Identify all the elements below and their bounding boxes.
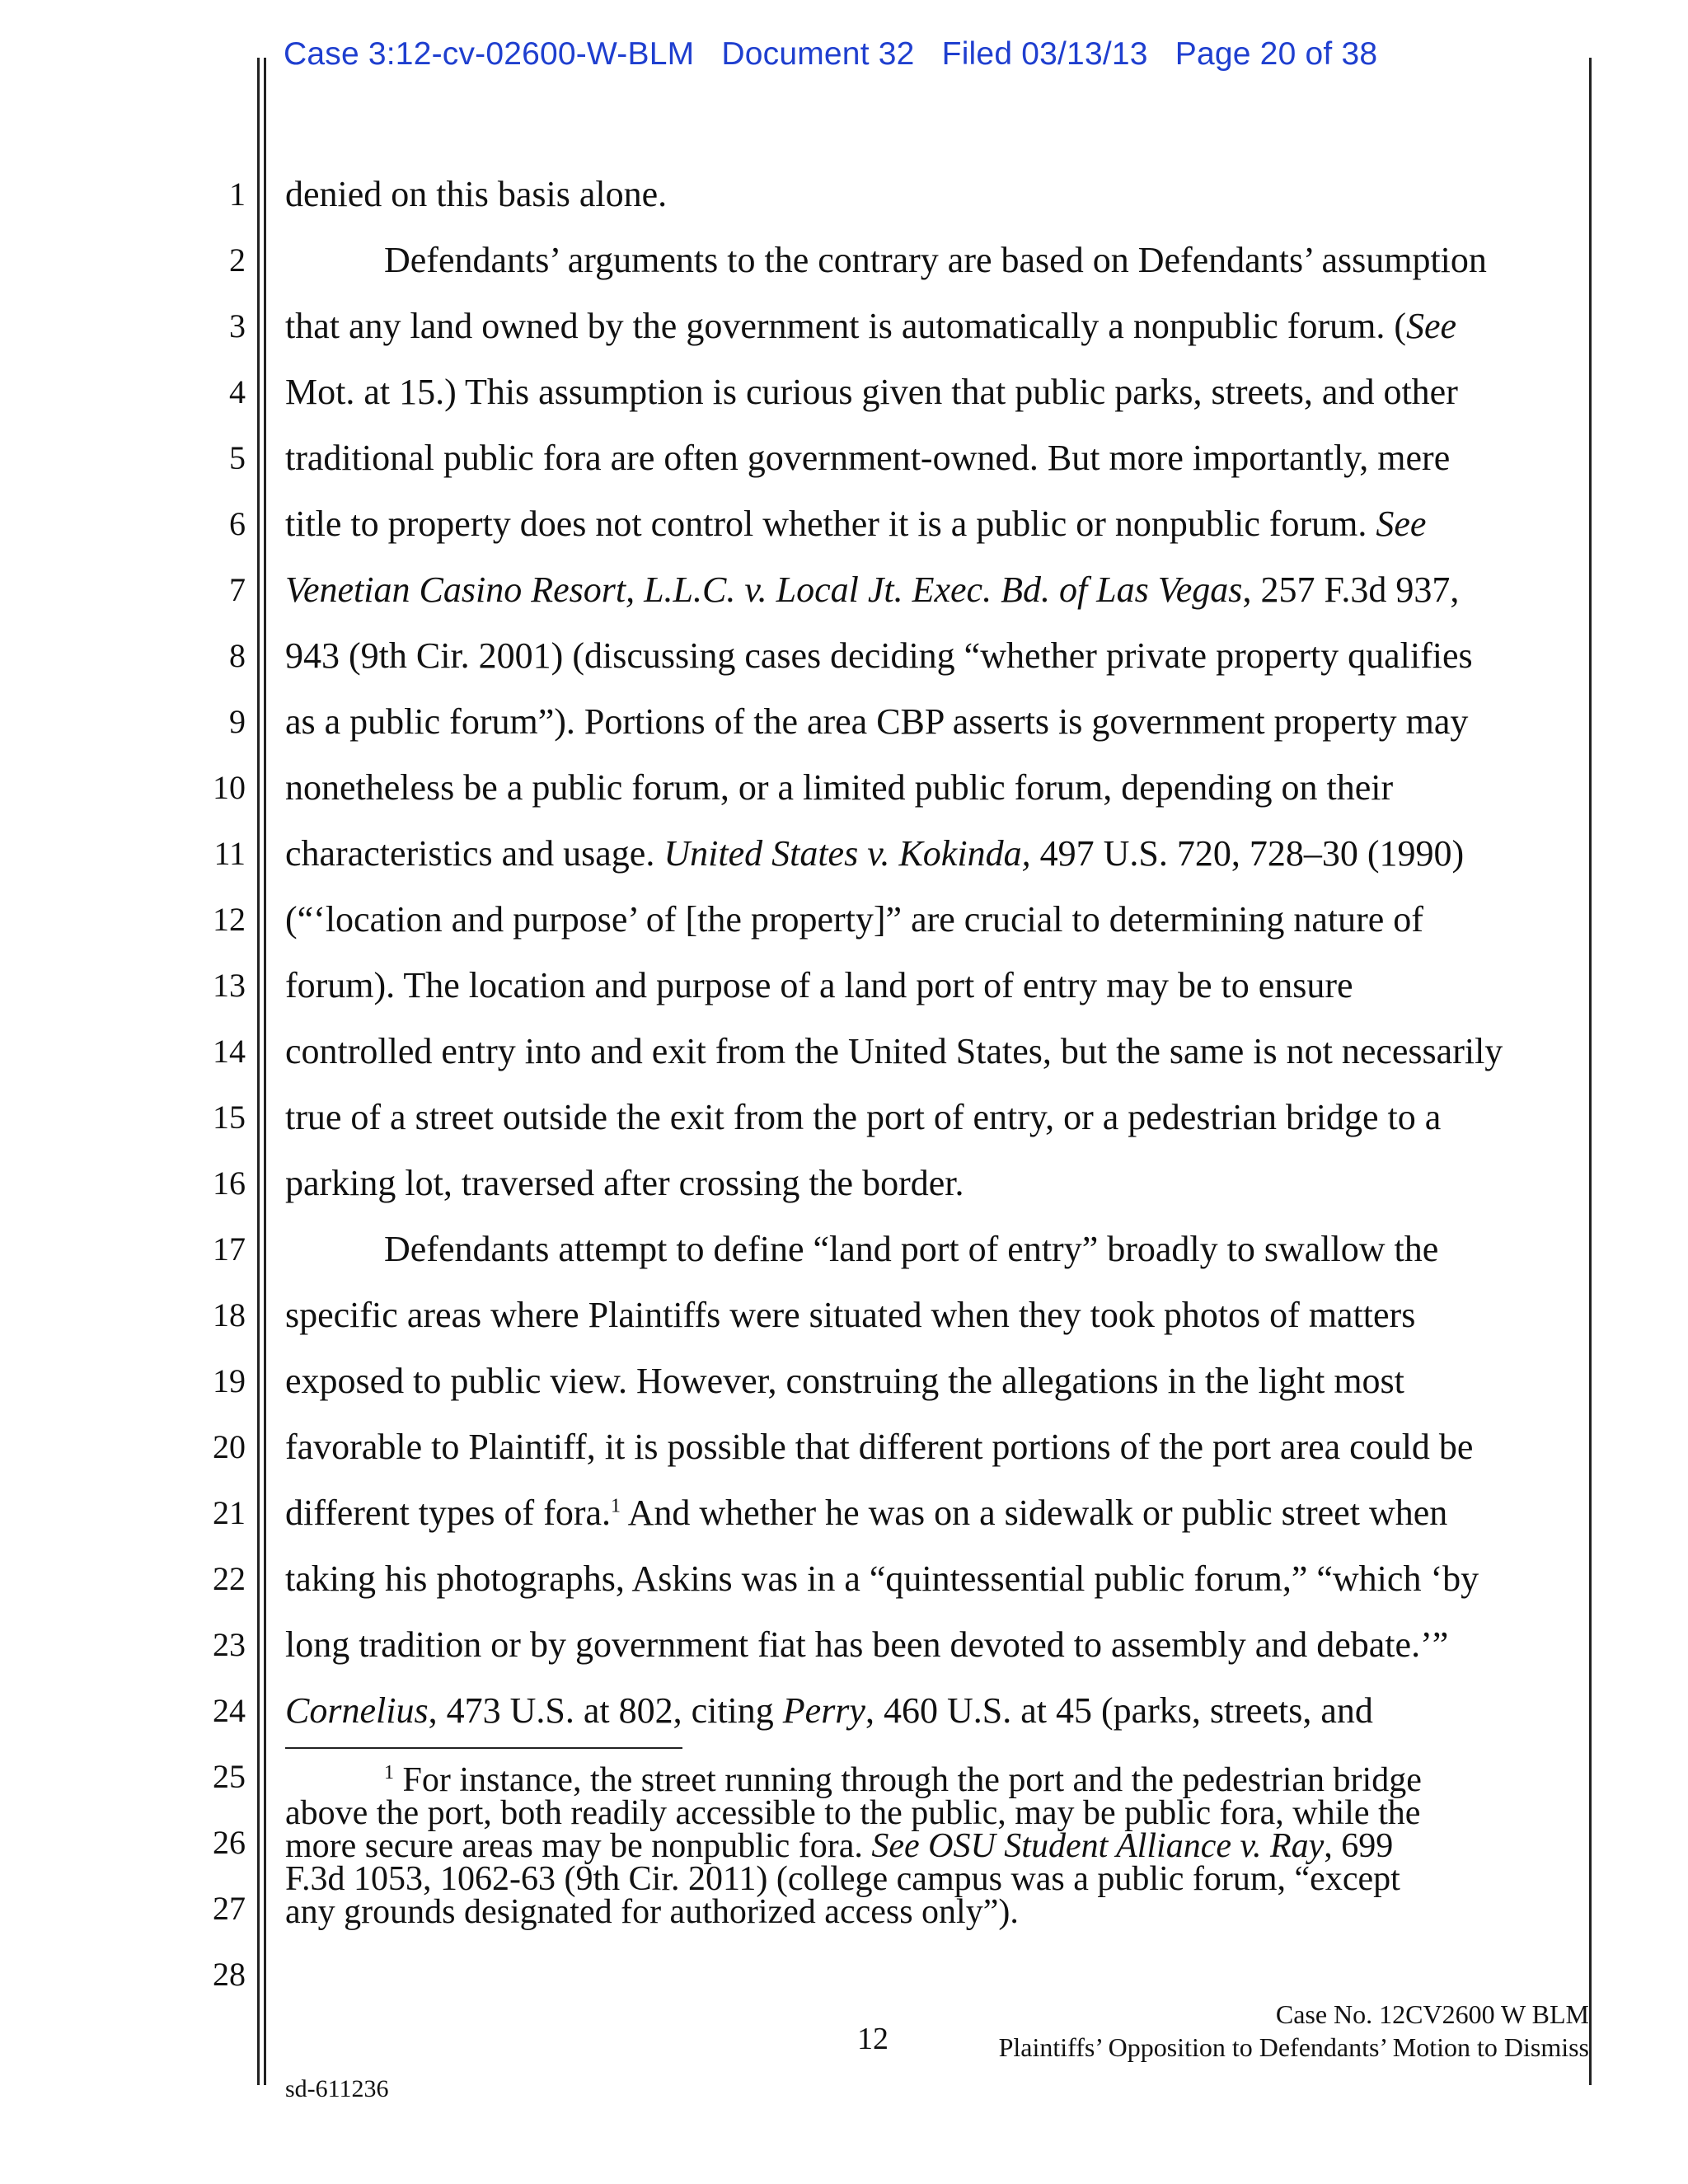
line-number: 15 (213, 1099, 246, 1136)
body-line: parking lot, traversed after crossing the border. (285, 1163, 964, 1203)
line-number: 28 (213, 1956, 246, 1993)
line-number: 24 (213, 1692, 246, 1729)
header-document: Document 32 (721, 36, 915, 72)
line-number: 21 (213, 1494, 246, 1531)
header-case: Case 3:12-cv-02600-W-BLM (284, 36, 695, 72)
left-margin-rule-outer (257, 58, 260, 2085)
footnote-line: $^1$ For instance, the street running through the port and the pedestrian bridge (384, 1761, 1422, 1799)
line-number: 9 (229, 703, 246, 740)
line-number: 7 (229, 571, 246, 608)
body-line: different types of fora.$^1$ And whether he was on a sidewalk or public street when (285, 1493, 1448, 1533)
body-line: denied on this basis alone. (285, 174, 668, 214)
body-line: as a public forum”). Portions of the area CBP asserts is government property may (285, 701, 1469, 742)
header-filed: Filed 03/13/13 (941, 36, 1148, 72)
footnote-number: 1 (384, 1762, 394, 1783)
line-number: 22 (213, 1560, 246, 1597)
body-line: characteristics and usage. United States v. Kokinda, 497 U.S. 720, 728–30 (1990) (285, 833, 1465, 874)
line-number: 18 (213, 1296, 246, 1333)
body-line: that any land owned by the government is automatically a nonpublic forum. (See (285, 306, 1457, 346)
line-number: 20 (213, 1428, 246, 1465)
line-number: 10 (213, 769, 246, 806)
footer-case-number: Case No. 12CV2600 W BLM (1275, 1999, 1589, 2029)
body-line: long tradition or by government fiat has been devoted to assembly and debate.’” (285, 1624, 1449, 1665)
header-page: Page 20 of 38 (1175, 36, 1378, 72)
footnote-line: above the port, both readily accessible to the public, may be public fora, while the (285, 1794, 1421, 1832)
body-line: (“‘location and purpose’ of [the property]” are crucial to determining nature of (285, 899, 1423, 940)
line-number: 4 (229, 373, 246, 410)
footnote-line: any grounds designated for authorized access only”). (285, 1893, 1019, 1931)
body-line: favorable to Plaintiff, it is possible that different portions of the port area could be (285, 1427, 1474, 1467)
body-line: Cornelius, 473 U.S. at 802, citing Perry, 460 U.S. at 45 (parks, streets, and (285, 1690, 1373, 1731)
footnote-line: more secure areas may be nonpublic fora. See OSU Student Alliance v. Ray, 699 (285, 1827, 1394, 1865)
body-line: true of a street outside the exit from the port of entry, or a pedestrian bridge to a (285, 1097, 1442, 1137)
body-line: specific areas where Plaintiffs were situated when they took photos of matters (285, 1295, 1416, 1335)
line-number: 16 (213, 1165, 246, 1202)
line-number: 8 (229, 637, 246, 674)
body-line: Mot. at 15.) This assumption is curious given that public parks, streets, and other (285, 372, 1458, 412)
body-line: forum). The location and purpose of a land port of entry may be to ensure (285, 965, 1353, 1005)
body-line: controlled entry into and exit from the United States, but the same is not necessarily (285, 1031, 1503, 1071)
footnote-line: F.3d 1053, 1062-63 (9th Cir. 2011) (college campus was a public forum, “except (285, 1860, 1400, 1898)
left-margin-rule-inner (264, 58, 266, 2085)
body-line: Venetian Casino Resort, L.L.C. v. Local Jt. Exec. Bd. of Las Vegas, 257 F.3d 937, (285, 569, 1460, 610)
line-number: 5 (229, 439, 246, 476)
line-number: 23 (213, 1626, 246, 1663)
line-number: 2 (229, 241, 246, 279)
line-number: 14 (213, 1033, 246, 1070)
line-number: 17 (213, 1230, 246, 1268)
body-line: title to property does not control whether it is a public or nonpublic forum. See (285, 504, 1427, 544)
line-number: 3 (229, 307, 246, 344)
line-number: 6 (229, 505, 246, 542)
footer-doc-id: sd-611236 (285, 2075, 389, 2102)
body-line: traditional public fora are often government-owned. But more importantly, mere (285, 438, 1451, 478)
footnote-ref: 1 (611, 1495, 621, 1517)
body-line: 943 (9th Cir. 2001) (discussing cases deciding “whether private property qualifies (285, 635, 1473, 676)
line-number: 12 (213, 901, 246, 938)
body-line: nonetheless be a public forum, or a limited public forum, depending on their (285, 767, 1394, 808)
line-number: 13 (213, 967, 246, 1004)
line-number: 1 (229, 176, 246, 213)
line-number: 25 (213, 1758, 246, 1795)
line-number: 11 (213, 835, 246, 872)
body-line: taking his photographs, Askins was in a “quintessential public forum,” “which ‘by (285, 1558, 1479, 1599)
page-number: 12 (857, 2022, 889, 2056)
footer-document-title: Plaintiffs’ Opposition to Defendants’ Motion to Dismiss (998, 2032, 1589, 2062)
line-number: 27 (213, 1890, 246, 1927)
body-line: Defendants’ arguments to the contrary are based on Defendants’ assumption (384, 240, 1487, 280)
body-line: Defendants attempt to define “land port of entry” broadly to swallow the (384, 1229, 1439, 1269)
footnote-separator (285, 1747, 682, 1749)
ecf-header (284, 36, 1377, 73)
body-line: exposed to public view. However, construing the allegations in the light most (285, 1361, 1404, 1401)
right-margin-rule (1589, 58, 1592, 2085)
line-number: 19 (213, 1362, 246, 1399)
line-number: 26 (213, 1824, 246, 1861)
